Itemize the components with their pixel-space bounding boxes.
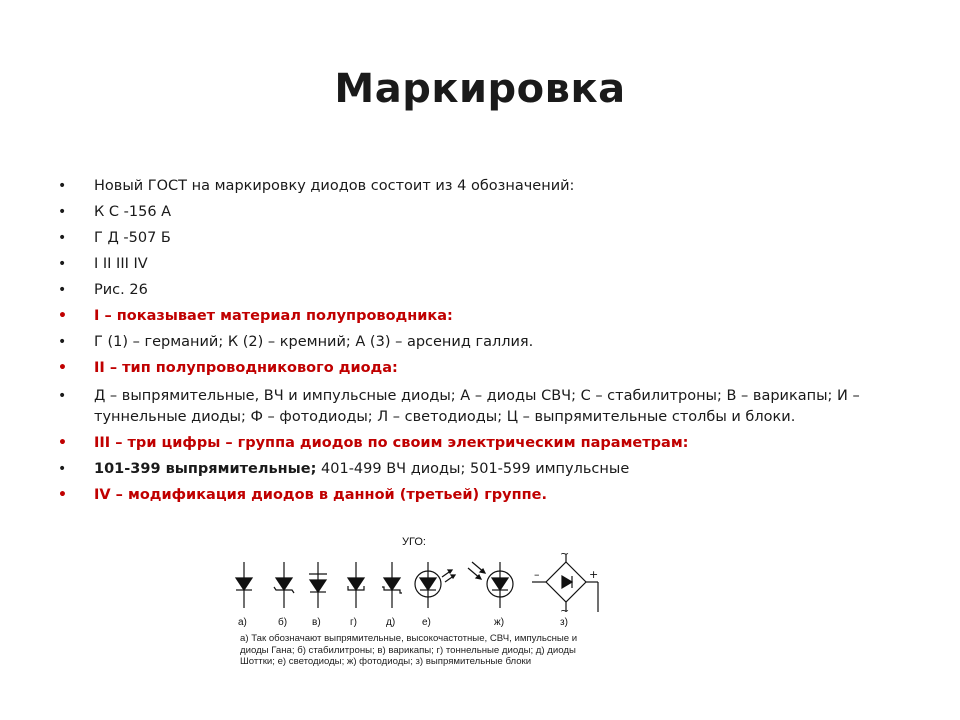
bullet-text: Новый ГОСТ на маркировку диодов состоит из 4 обозначений: — [94, 178, 575, 194]
bullet-text: Г (1) – германий; К (2) – кремний; А (3) – арсенид галлия. — [94, 334, 534, 350]
bullet-item — [58, 306, 898, 327]
bullet-item — [58, 386, 898, 428]
bullet-dot: • — [58, 388, 67, 404]
bullet-list — [58, 176, 898, 506]
bridge-plus: + — [589, 568, 599, 581]
bullet-text: Д – выпрямительные, ВЧ и импульсные диоды; А – диоды СВЧ; С – стабилитроны; В – варикапы; И – туннельные диоды; Ф – фотодиоды; Л – светодиоды; Ц – выпрямительные столбы и блоки. — [94, 388, 860, 425]
bullet-item — [58, 332, 898, 353]
bullet-item — [58, 176, 898, 197]
bullet-dot: • — [58, 360, 67, 376]
label-b: б) — [278, 617, 288, 628]
bullet-text: I – показывает материал полупроводника: — [94, 308, 453, 324]
bullet-dot: • — [58, 230, 67, 246]
bullet-dot: • — [58, 282, 67, 298]
bullet-item — [58, 485, 898, 506]
diode-led-icon — [415, 562, 455, 608]
diode-varicap-icon — [309, 562, 327, 608]
diode-rectifier-icon — [236, 562, 252, 608]
bullet-dot: • — [58, 204, 67, 220]
bullet-item — [58, 202, 898, 223]
label-v: в) — [312, 617, 321, 628]
bullet-text: 401-499 ВЧ диоды; 501-599 импульсные — [316, 461, 630, 477]
bullet-item — [58, 228, 898, 249]
figure-caption: а) Так обозначают выпрямительные, высокочастотные, СВЧ, импульсные и диоды Гана; б) стабилитроны; в) варикапы; г) тоннельные диоды; д) диоды Шоттки; е) светодиоды; ж) фотодиоды; з) выпрямительные блоки — [240, 633, 578, 667]
bridge-tilde-bottom: ~ — [560, 604, 570, 617]
label-g: г) — [350, 617, 357, 628]
bullet-dot: • — [58, 461, 67, 477]
label-e: е) — [422, 617, 431, 628]
bridge-minus: – — [534, 568, 540, 581]
bullet-dot: • — [58, 308, 67, 324]
slide-title: Маркировка — [334, 66, 626, 112]
bullet-text: Рис. 26 — [94, 282, 148, 298]
diode-symbols-figure — [232, 532, 604, 690]
bullet-dot: • — [58, 178, 67, 194]
bullet-item — [58, 358, 898, 379]
bullet-item — [58, 459, 898, 480]
bullet-text: К С -156 А — [94, 204, 172, 220]
figure-heading: УГО: — [402, 536, 426, 548]
diode-zener-icon — [274, 562, 294, 608]
bullet-item — [58, 280, 898, 301]
label-a: а) — [238, 617, 247, 628]
bullet-dot: • — [58, 334, 67, 350]
bullet-text: IV – модификация диодов в данной (третьей) группе. — [94, 487, 548, 503]
label-zh: ж) — [494, 617, 505, 628]
diode-schottky-icon — [382, 562, 402, 608]
bullet-text: II – тип полупроводникового диода: — [94, 360, 398, 376]
bullet-item — [58, 254, 898, 275]
diode-symbols-svg — [232, 532, 604, 632]
bullet-dot: • — [58, 256, 67, 272]
bullet-dot: • — [58, 487, 67, 503]
bullet-text: I II III IV — [94, 256, 148, 272]
label-d: д) — [386, 617, 396, 628]
bullet-dot: • — [58, 435, 67, 451]
diode-tunnel-icon — [348, 562, 364, 608]
label-z: з) — [560, 617, 568, 628]
bridge-tilde-top: ~ — [560, 547, 570, 560]
bullet-item — [58, 433, 898, 454]
bullet-bold-text: 101-399 выпрямительные; — [94, 461, 317, 477]
bullet-text: Г Д -507 Б — [94, 230, 171, 246]
diode-photo-icon — [468, 562, 513, 608]
diode-bridge-icon — [532, 547, 598, 617]
bullet-text: III – три цифры – группа диодов по своим электрическим параметрам: — [94, 435, 689, 451]
